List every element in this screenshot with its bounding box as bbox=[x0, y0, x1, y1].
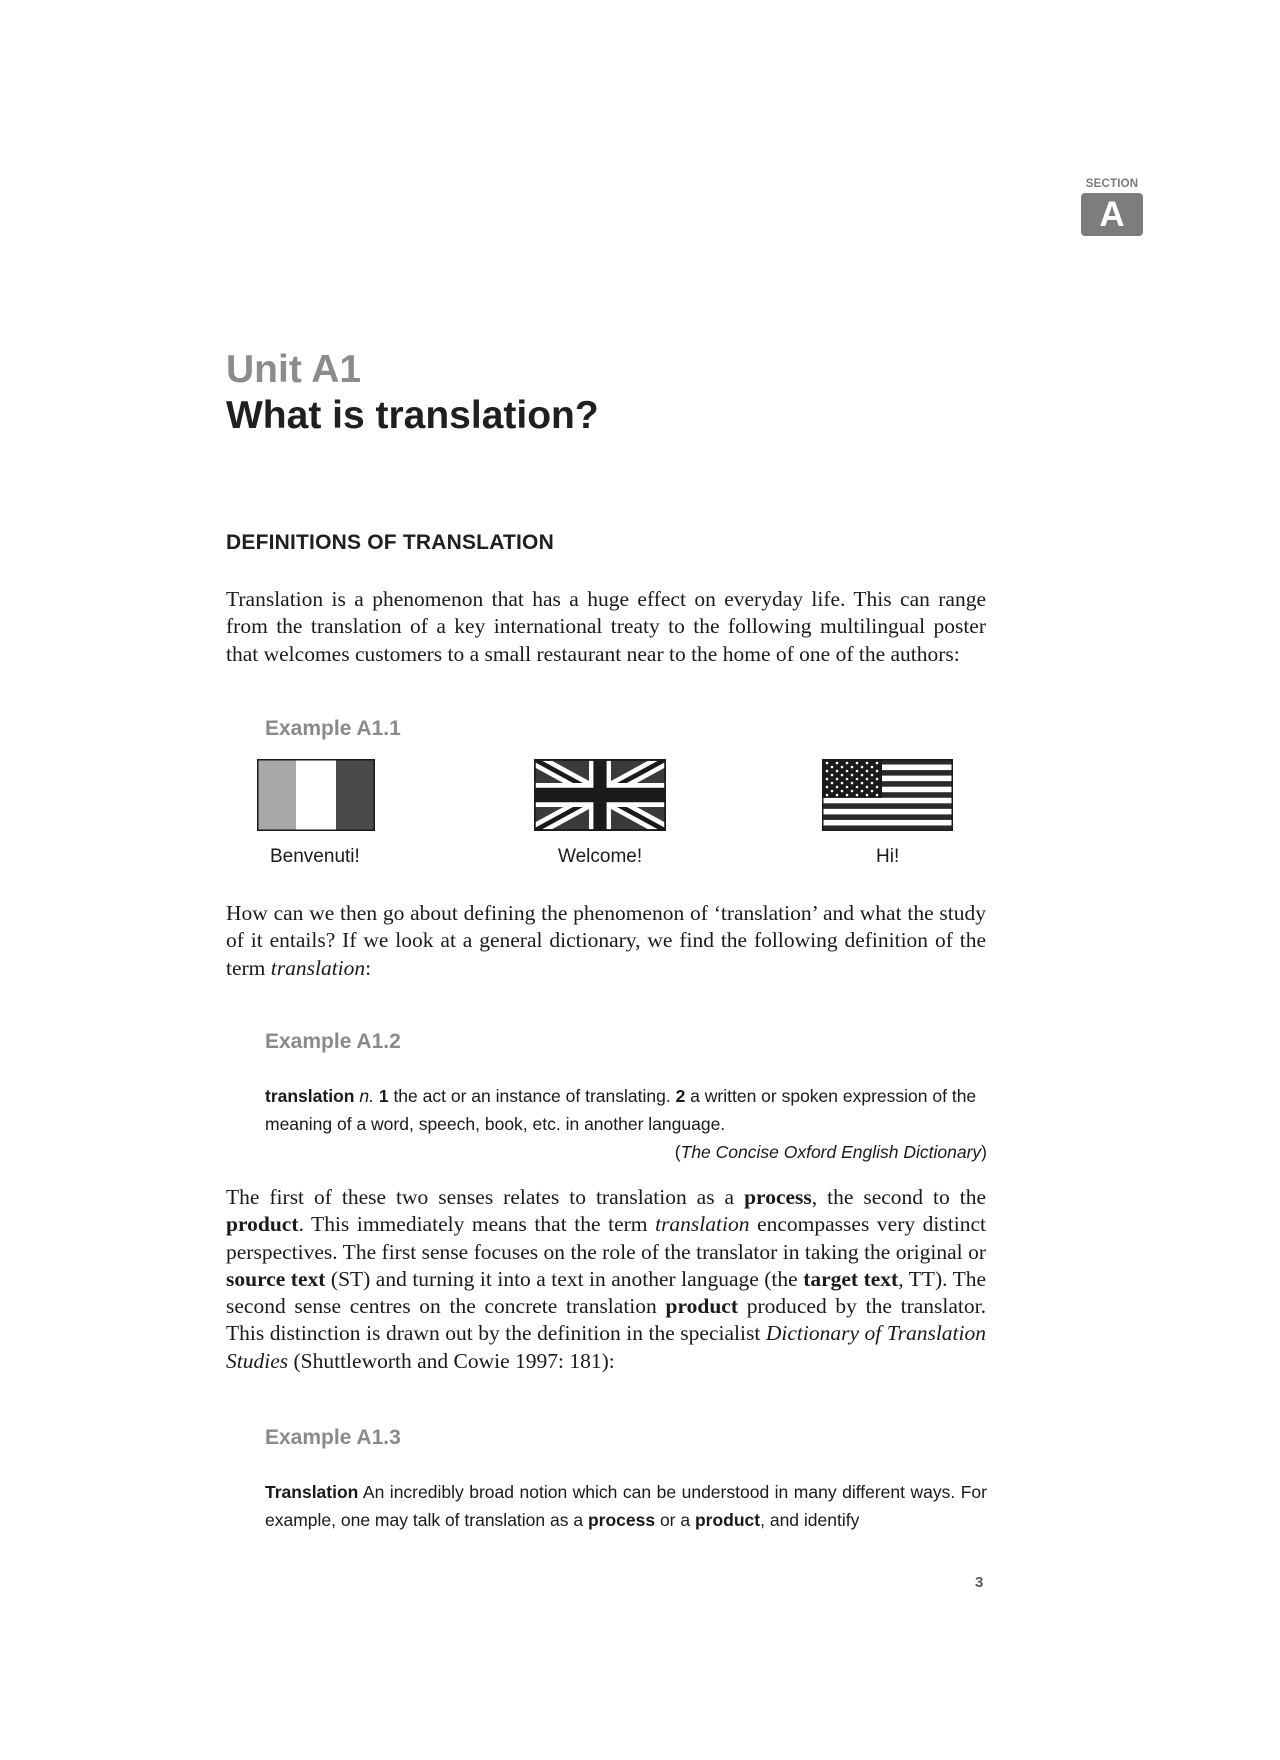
bold-term: product bbox=[694, 1510, 761, 1530]
dictionary-entry bbox=[265, 1082, 987, 1138]
text-run: . This immediately means that the term bbox=[298, 1212, 656, 1237]
example-label: Example A1.2 bbox=[265, 1030, 401, 1053]
source-paren: ) bbox=[981, 1142, 987, 1162]
specialist-definition bbox=[265, 1478, 987, 1534]
text-run: The first of these two senses relates to translation as a bbox=[226, 1185, 745, 1209]
text-run: , TT). The second sense centres on the concrete translation bbox=[226, 1266, 986, 1319]
text-run: or a bbox=[655, 1510, 695, 1530]
dictionary-source bbox=[265, 1138, 987, 1166]
unit-title: What is translation? bbox=[226, 394, 599, 437]
italic-term: translation bbox=[655, 1212, 750, 1237]
bold-term: product bbox=[226, 1212, 299, 1237]
paragraph-senses bbox=[226, 1184, 986, 1375]
sense-text: a written or spoken expression of the meaning of a word, speech, book, etc. in another language. bbox=[265, 1086, 977, 1134]
example-label: Example A1.1 bbox=[265, 717, 401, 740]
sense-number: 2 bbox=[675, 1086, 686, 1106]
paragraph-defining bbox=[226, 900, 986, 982]
sense-text: the act or an instance of translating. bbox=[393, 1086, 671, 1106]
bold-term: target text bbox=[803, 1266, 899, 1291]
text-run: encompasses very distinct perspectives. The first sense focuses on the role of the translator in taking the original or bbox=[226, 1212, 986, 1264]
bold-term: source text bbox=[226, 1266, 326, 1291]
text-run: produced by the translator. This distinction is drawn out by the definition in the specialist bbox=[226, 1294, 986, 1346]
flag-caption-english: Welcome! bbox=[558, 846, 643, 867]
headword: Translation bbox=[265, 1482, 359, 1502]
text-run: (ST) and turning it into a text in another language (the bbox=[325, 1266, 804, 1291]
headword: translation bbox=[265, 1086, 355, 1106]
union-jack-flag-icon bbox=[534, 759, 666, 831]
part-of-speech: n. bbox=[359, 1086, 374, 1106]
text-run: (Shuttleworth and Cowie 1997: 181): bbox=[288, 1348, 615, 1373]
paragraph-text: How can we then go about defining the phenomenon of ‘translation’ and what the study of it entails? If we look at a general dictionary, we find the following definition of the term bbox=[226, 901, 986, 980]
text-run: , and identify bbox=[760, 1510, 860, 1530]
section-heading: DEFINITIONS OF TRANSLATION bbox=[226, 531, 554, 554]
unit-label: Unit A1 bbox=[226, 348, 362, 391]
bold-term: product bbox=[665, 1294, 738, 1319]
source-title: The Concise Oxford English Dictionary bbox=[680, 1142, 982, 1162]
sense-number: 1 bbox=[378, 1086, 389, 1106]
text-run: , the second to the bbox=[811, 1185, 986, 1209]
flag-caption-italian: Benvenuti! bbox=[270, 846, 360, 867]
italic-title: Dictionary of Translation Studies bbox=[226, 1321, 986, 1373]
source-paren: ( bbox=[674, 1142, 681, 1162]
section-letter: A bbox=[1081, 193, 1143, 236]
paragraph-intro: Translation is a phenomenon that has a huge effect on everyday life. This can range from the translation of a key international treaty to the following multilingual poster that welcomes customers to a small restaurant near to the home of one of the authors: bbox=[226, 587, 986, 666]
section-tab bbox=[1080, 178, 1144, 236]
paragraph-end: : bbox=[365, 955, 372, 980]
flag-caption-american: Hi! bbox=[876, 846, 900, 867]
example-label: Example A1.3 bbox=[265, 1426, 401, 1449]
bold-term: process bbox=[744, 1185, 812, 1209]
us-flag-icon bbox=[822, 759, 953, 831]
section-word: SECTION bbox=[1085, 178, 1139, 190]
page-number: 3 bbox=[975, 1574, 984, 1591]
text-run: An incredibly broad notion which can be understood in many different ways. For example, one may talk of translation as a bbox=[265, 1482, 987, 1530]
italian-flag-icon bbox=[257, 759, 375, 831]
term-italic: translation bbox=[270, 955, 366, 980]
bold-term: process bbox=[587, 1510, 656, 1530]
